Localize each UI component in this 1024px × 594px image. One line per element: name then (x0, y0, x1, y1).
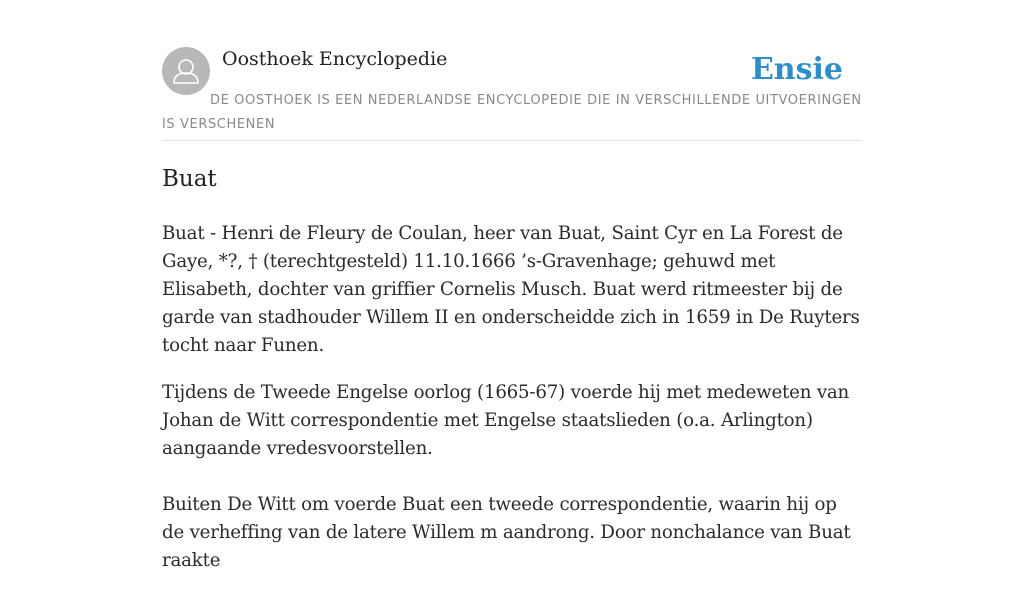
article-paragraph: Buat - Henri de Fleury de Coulan, heer van Buat, Saint Cyr en La Forest de Gaye, *?, † (terechtgesteld) 11.10.1666 ’s-Gravenhage; gehuwd met Elisabeth, dochter van griffier Cornelis Musch. Buat werd ritmeester bij de garde van stadhouder Willem II en onderscheidde zich in 1659 in De Ruyters tocht naar Funen. (162, 223, 860, 356)
article-paragraph: Buiten De Witt om voerde Buat een tweede correspondentie, waarin hij op de verheffing van de latere Willem m aandrong. Door nonchalance van Buat raakte (162, 494, 851, 571)
person-silhouette-icon (162, 47, 210, 95)
source-tagline: DE OOSTHOEK IS EEN NEDERLANDSE ENCYCLOPEDIE DIE IN VERSCHILLENDE UITVOERINGEN IS VERSCHENEN (162, 93, 862, 132)
source-title-link[interactable]: Oosthoek Encyclopedie (222, 48, 448, 70)
ensie-logo-link[interactable]: Ensie (750, 52, 843, 87)
paragraph-spacer (162, 482, 862, 491)
user-avatar-icon[interactable] (162, 47, 210, 95)
article-paragraph: Tijdens de Tweede Engelse oorlog (1665-67) voerde hij met medeweten van Johan de Witt correspondentie met Engelse staatslieden (o.a. Arlington) aangaande vredesvoorstellen. (162, 382, 850, 459)
article-title: Buat (162, 166, 217, 192)
article (162, 160, 862, 594)
site-header (162, 47, 862, 141)
